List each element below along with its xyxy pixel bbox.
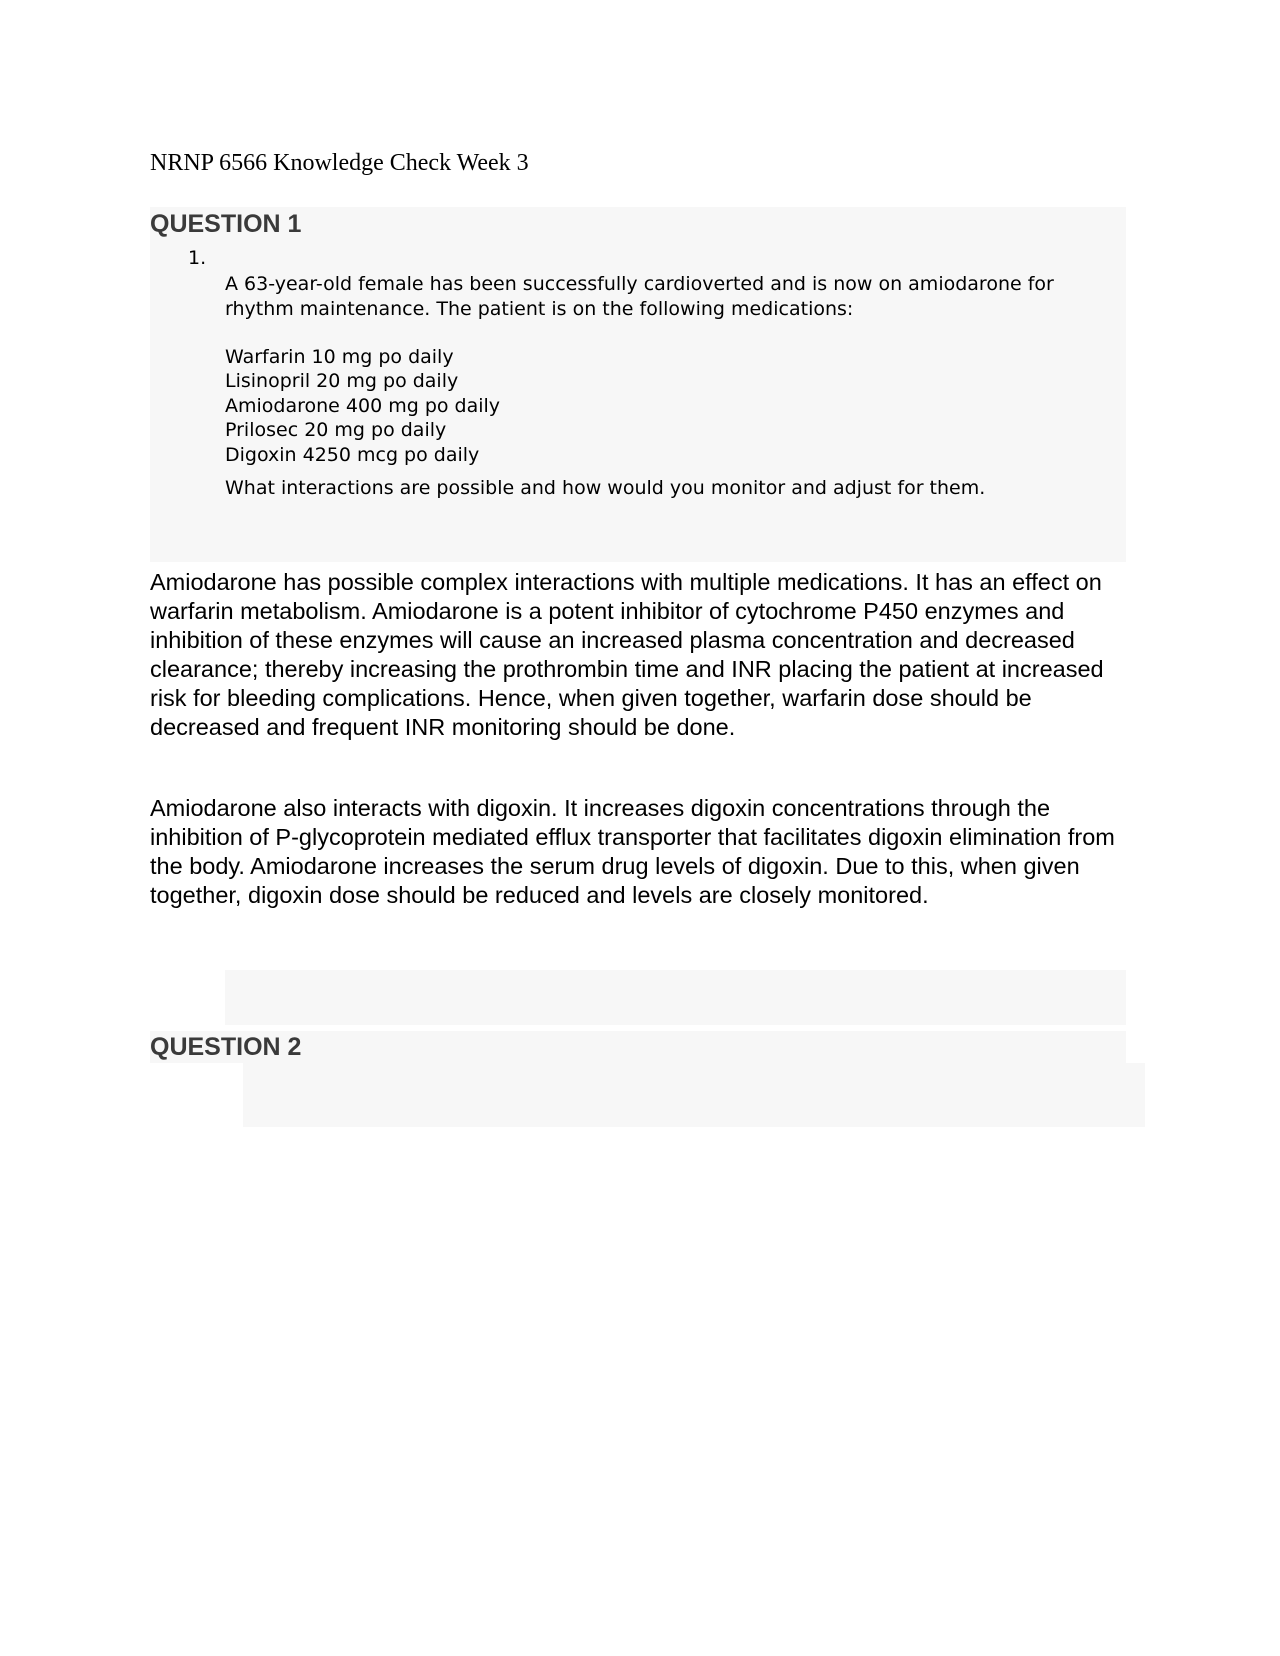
question-2-body-placeholder	[243, 1063, 1145, 1127]
medication-item: Lisinopril 20 mg po daily	[225, 370, 459, 393]
answer-paragraph-2: Amiodarone also interacts with digoxin. It increases digoxin concentrations through the inhibition of P-glycoprotein mediated efflux transporter that facilitates digoxin elimination from the body. Amiodarone increases the serum drug levels of digoxin. Due to this, when given together, digoxin dose should be reduced and levels are closely monitored.	[150, 795, 1115, 908]
medication-item: Warfarin 10 mg po daily	[225, 346, 454, 368]
medication-item: Amiodarone 400 mg po daily	[225, 394, 501, 417]
document-title: NRNP 6566 Knowledge Check Week 3	[150, 150, 529, 176]
question-1-number: 1.	[188, 247, 207, 269]
question-1-prompt: What interactions are possible and how would you monitor and adjust for them.	[225, 477, 986, 500]
medication-item: Prilosec 20 mg po daily	[225, 419, 447, 442]
question-1-body	[225, 272, 1125, 501]
question-2-heading: QUESTION 2	[150, 1033, 302, 1061]
answer-field-placeholder	[225, 970, 1126, 1025]
question-1-heading: QUESTION 1	[150, 210, 302, 238]
medication-list	[225, 345, 1125, 467]
question-1-intro: A 63-year-old female has been successfully cardioverted and is now on amiodarone for rhythm maintenance. The patient is on the following medications:	[225, 273, 1054, 320]
answer-paragraph-1: Amiodarone has possible complex interactions with multiple medications. It has an effect on warfarin metabolism. Amiodarone is a potent inhibitor of cytochrome P450 enzymes and inhibition of these enzymes will cause an increased plasma concentration and decreased clearance; thereby increasing the prothrombin time and INR placing the patient at increased risk for bleeding complications. Hence, when given together, warfarin dose should be decreased and frequent INR monitoring should be done.	[150, 569, 1104, 740]
medication-item: Digoxin 4250 mcg po daily	[225, 443, 480, 466]
